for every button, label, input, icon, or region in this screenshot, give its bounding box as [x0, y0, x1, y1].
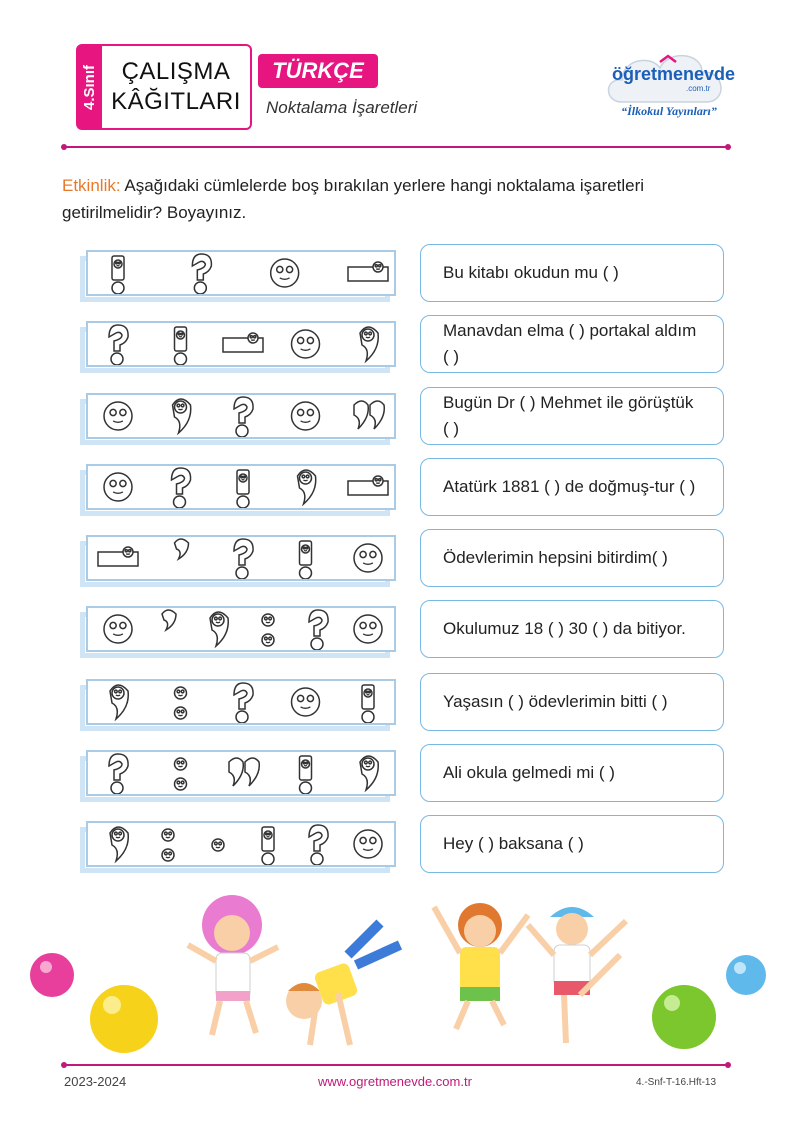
question-icon[interactable] [109, 754, 128, 794]
sentence-text: Okulumuz 18 ( ) 30 ( ) da bitiyor. [443, 619, 686, 638]
period-icon[interactable] [354, 615, 382, 643]
grade-tab [76, 44, 102, 130]
logo-domain: .com.tr [686, 84, 711, 93]
dash-icon[interactable] [223, 333, 263, 352]
dash-icon[interactable] [348, 476, 388, 495]
boy-cap [528, 907, 626, 1043]
green-ball [652, 985, 716, 1049]
colon-icon[interactable] [262, 614, 274, 646]
comma-icon[interactable] [110, 685, 128, 719]
quote-icon[interactable] [229, 758, 259, 786]
icon-strip [86, 464, 396, 510]
sentence-text: Atatürk 1881 ( ) de doğmuş-tur ( ) [443, 477, 696, 496]
sentence-box [420, 244, 724, 302]
footer-url[interactable]: www.ogretmenevde.com.tr [318, 1074, 472, 1089]
activity-label: Etkinlik: [62, 176, 121, 195]
comma-icon[interactable] [210, 612, 228, 646]
period-icon[interactable] [104, 402, 132, 430]
comma-icon[interactable] [173, 399, 191, 433]
dash-icon[interactable] [98, 547, 138, 566]
title-line-1: ÇALIŞMA [121, 58, 231, 85]
topic-title: Noktalama İşaretleri [266, 98, 418, 117]
sentence-box [420, 529, 724, 587]
colon-icon[interactable] [175, 758, 187, 790]
boy-handstand [286, 923, 400, 1045]
colon-icon[interactable] [162, 829, 174, 861]
kids-illustration [20, 895, 780, 1060]
sentence-box [420, 315, 724, 373]
exclamation-icon[interactable] [175, 327, 187, 365]
exclamation-icon[interactable] [300, 541, 312, 579]
activity-text: Aşağıdaki cümlelerde boş bırakılan yerlere hangi noktalama işaretleri getirilmelidir? Boyayınız. [62, 176, 645, 222]
logo-word: öğretmenevde [612, 64, 736, 84]
period-icon[interactable] [354, 544, 382, 572]
icon-strip [86, 821, 396, 867]
question-icon[interactable] [309, 825, 328, 865]
girl-pink-hair [188, 895, 278, 1035]
blue-ball [726, 955, 766, 995]
icon-strip [86, 679, 396, 725]
sentence-text: Bu kitabı okudun mu ( ) [443, 263, 619, 282]
dash-icon[interactable] [348, 262, 388, 281]
logo-tagline: “İlkokul Yayınları” [621, 104, 717, 118]
title-line-2: KÂĞITLARI [111, 88, 241, 115]
sentence-box [420, 387, 724, 445]
question-icon[interactable] [192, 254, 211, 294]
icon-strip [86, 321, 396, 367]
pink-ball [30, 953, 74, 997]
comma-icon[interactable] [360, 327, 378, 361]
sentence-text: Ali okula gelmedi mi ( ) [443, 763, 615, 782]
icon-strip [86, 606, 396, 652]
icon-strip [86, 393, 396, 439]
girl-orange-hair [434, 903, 528, 1029]
footer-divider [64, 1064, 728, 1066]
period-icon[interactable] [292, 688, 320, 716]
question-icon[interactable] [309, 610, 328, 650]
apostrophe-icon[interactable] [162, 610, 176, 630]
apostrophe-icon[interactable] [175, 539, 189, 559]
period-icon[interactable] [271, 259, 299, 287]
sentence-box [420, 600, 724, 658]
subject-badge: TÜRKÇE [258, 54, 378, 88]
exclamation-icon[interactable] [262, 827, 274, 865]
question-icon[interactable] [234, 539, 253, 579]
sentence-text: Hey ( ) baksana ( ) [443, 834, 584, 853]
sentence-box [420, 815, 724, 873]
sentence-text: Ödevlerimin hepsini bitirdim( ) [443, 548, 668, 567]
header-divider [64, 146, 728, 148]
period-icon[interactable] [354, 830, 382, 858]
instructions [62, 172, 732, 226]
period-icon[interactable] [292, 402, 320, 430]
comma-icon[interactable] [110, 827, 128, 861]
exclamation-icon[interactable] [362, 685, 374, 723]
exclamation-icon[interactable] [112, 256, 124, 294]
sentence-box [420, 458, 724, 516]
comma-icon[interactable] [298, 470, 316, 504]
colon-icon[interactable] [175, 687, 187, 719]
quote-icon[interactable] [354, 401, 384, 429]
grade-label: 4.Sınıf [80, 64, 98, 110]
sentence-text: Yaşasın ( ) ödevlerimin bitti ( ) [443, 692, 668, 711]
sentence-box [420, 673, 724, 731]
question-icon[interactable] [109, 325, 128, 365]
exclamation-icon[interactable] [300, 756, 312, 794]
question-icon[interactable] [234, 683, 253, 723]
semicolon-dot-icon[interactable] [212, 839, 224, 851]
yellow-ball [90, 985, 158, 1053]
icon-strip [86, 535, 396, 581]
sentence-box [420, 744, 724, 802]
period-icon[interactable] [104, 473, 132, 501]
sentence-text: Bugün Dr ( ) Mehmet ile görüştük ( ) [443, 393, 694, 438]
comma-icon[interactable] [360, 756, 378, 790]
footer-year: 2023-2024 [64, 1074, 127, 1089]
icon-strip [86, 250, 396, 296]
worksheet-title [102, 44, 252, 130]
period-icon[interactable] [104, 615, 132, 643]
exclamation-icon[interactable] [237, 470, 249, 508]
question-icon[interactable] [234, 397, 253, 437]
footer-code: 4.-Snf-T-16.Hft-13 [636, 1077, 717, 1088]
period-icon[interactable] [292, 330, 320, 358]
sentence-text: Manavdan elma ( ) portakal aldım ( ) [443, 321, 697, 366]
icon-strip [86, 750, 396, 796]
question-icon[interactable] [172, 468, 191, 508]
